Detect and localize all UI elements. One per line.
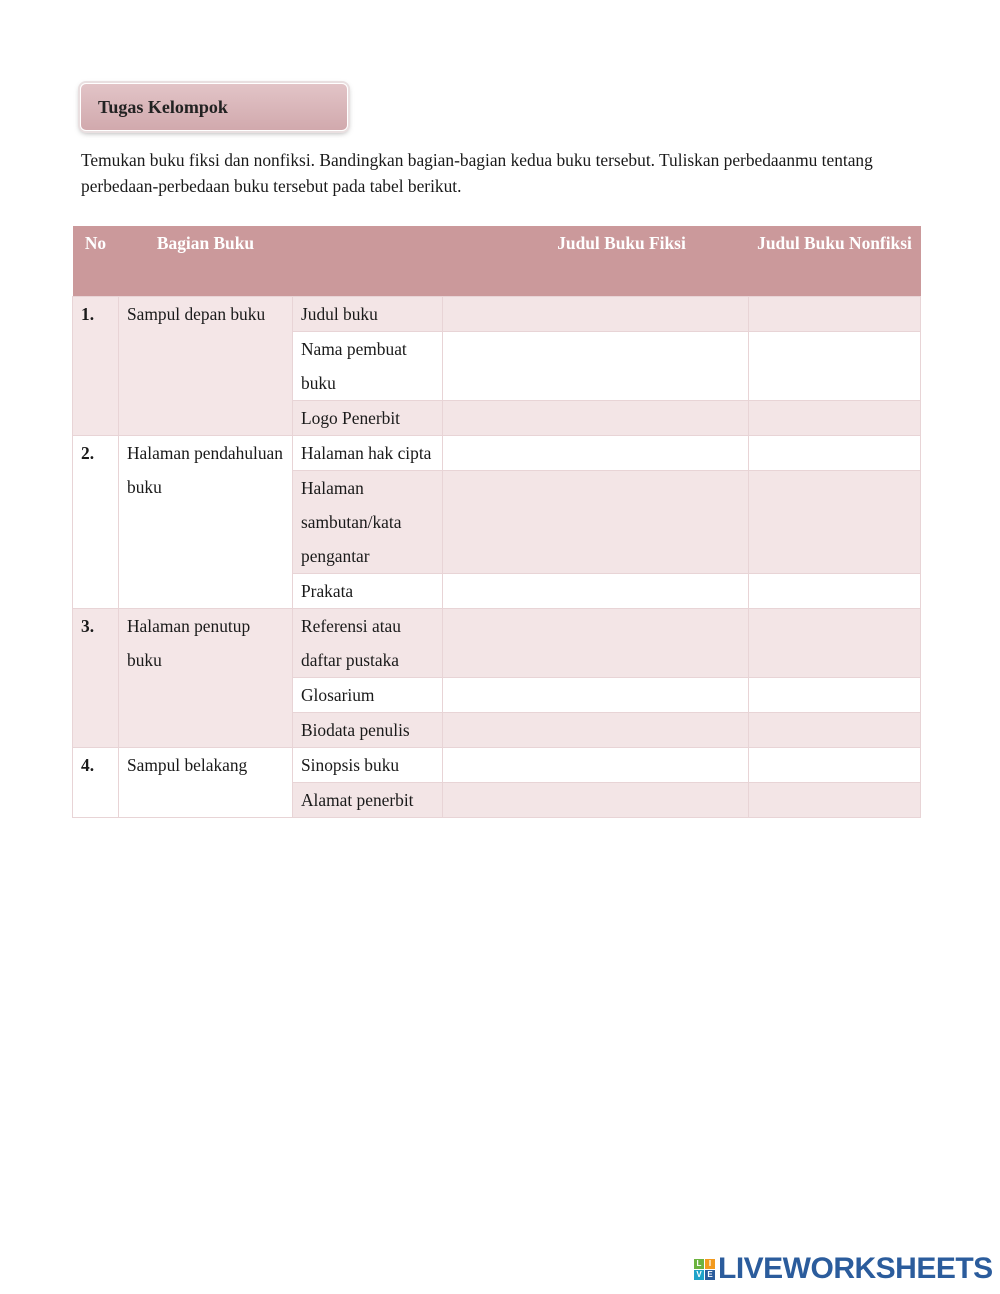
header-no: No <box>73 226 119 297</box>
fiction-answer-cell[interactable] <box>443 748 749 783</box>
nonfiction-answer-cell[interactable] <box>749 471 921 574</box>
table-row <box>73 436 921 471</box>
nonfiction-answer-cell[interactable] <box>749 436 921 471</box>
logo-square-v: V <box>694 1270 704 1280</box>
sub-part: Biodata penulis <box>293 713 443 748</box>
logo-square-l: L <box>694 1259 704 1269</box>
sub-part: Alamat penerbit <box>293 783 443 818</box>
book-part: Halaman pendahuluan buku <box>119 436 293 609</box>
section-title: Tugas Kelompok <box>80 83 348 131</box>
row-number: 1. <box>73 297 119 436</box>
nonfiction-answer-cell[interactable] <box>749 401 921 436</box>
sub-part: Glosarium <box>293 678 443 713</box>
fiction-answer-cell[interactable] <box>443 574 749 609</box>
nonfiction-answer-cell[interactable] <box>749 609 921 678</box>
nonfiction-answer-cell[interactable] <box>749 332 921 401</box>
fiction-answer-cell[interactable] <box>443 783 749 818</box>
header-fiction: Judul Buku Fiksi <box>443 226 749 297</box>
row-number: 2. <box>73 436 119 609</box>
book-part: Halaman penutup buku <box>119 609 293 748</box>
sub-part: Nama pembuat buku <box>293 332 443 401</box>
table-row <box>73 748 921 783</box>
fiction-answer-cell[interactable] <box>443 471 749 574</box>
sub-part: Halaman hak cipta <box>293 436 443 471</box>
fiction-answer-cell[interactable] <box>443 401 749 436</box>
nonfiction-answer-cell[interactable] <box>749 574 921 609</box>
sub-part: Referensi atau daftar pustaka <box>293 609 443 678</box>
sub-part: Judul buku <box>293 297 443 332</box>
liveworksheets-logo <box>694 1252 993 1286</box>
sub-part: Logo Penerbit <box>293 401 443 436</box>
book-part: Sampul belakang <box>119 748 293 818</box>
table-row <box>73 609 921 678</box>
sub-part: Halaman sambutan/kata pengantar <box>293 471 443 574</box>
fiction-answer-cell[interactable] <box>443 609 749 678</box>
row-number: 4. <box>73 748 119 818</box>
header-blank <box>293 226 443 297</box>
table-row <box>73 297 921 332</box>
table-header-row <box>73 226 921 297</box>
instruction-text: Temukan buku fiksi dan nonfiksi. Bandingkan bagian-bagian kedua buku tersebut. Tuliskan perbedaanmu tentang perbedaan-perbedaan buku tersebut pada tabel berikut. <box>81 150 873 196</box>
header-part: Bagian Buku <box>119 226 293 297</box>
logo-text: LIVEWORKSHEETS <box>718 1252 993 1285</box>
live-grid-icon <box>694 1259 715 1280</box>
logo-square-e: E <box>705 1270 715 1280</box>
nonfiction-answer-cell[interactable] <box>749 783 921 818</box>
header-nonfiction: Judul Buku Nonfiksi <box>749 226 921 297</box>
logo-square-i: I <box>705 1259 715 1269</box>
sub-part: Prakata <box>293 574 443 609</box>
book-part: Sampul depan buku <box>119 297 293 436</box>
fiction-answer-cell[interactable] <box>443 297 749 332</box>
fiction-answer-cell[interactable] <box>443 332 749 401</box>
fiction-answer-cell[interactable] <box>443 713 749 748</box>
nonfiction-answer-cell[interactable] <box>749 748 921 783</box>
nonfiction-answer-cell[interactable] <box>749 678 921 713</box>
fiction-answer-cell[interactable] <box>443 678 749 713</box>
sub-part: Sinopsis buku <box>293 748 443 783</box>
nonfiction-answer-cell[interactable] <box>749 297 921 332</box>
comparison-table <box>72 226 921 818</box>
nonfiction-answer-cell[interactable] <box>749 713 921 748</box>
row-number: 3. <box>73 609 119 748</box>
fiction-answer-cell[interactable] <box>443 436 749 471</box>
